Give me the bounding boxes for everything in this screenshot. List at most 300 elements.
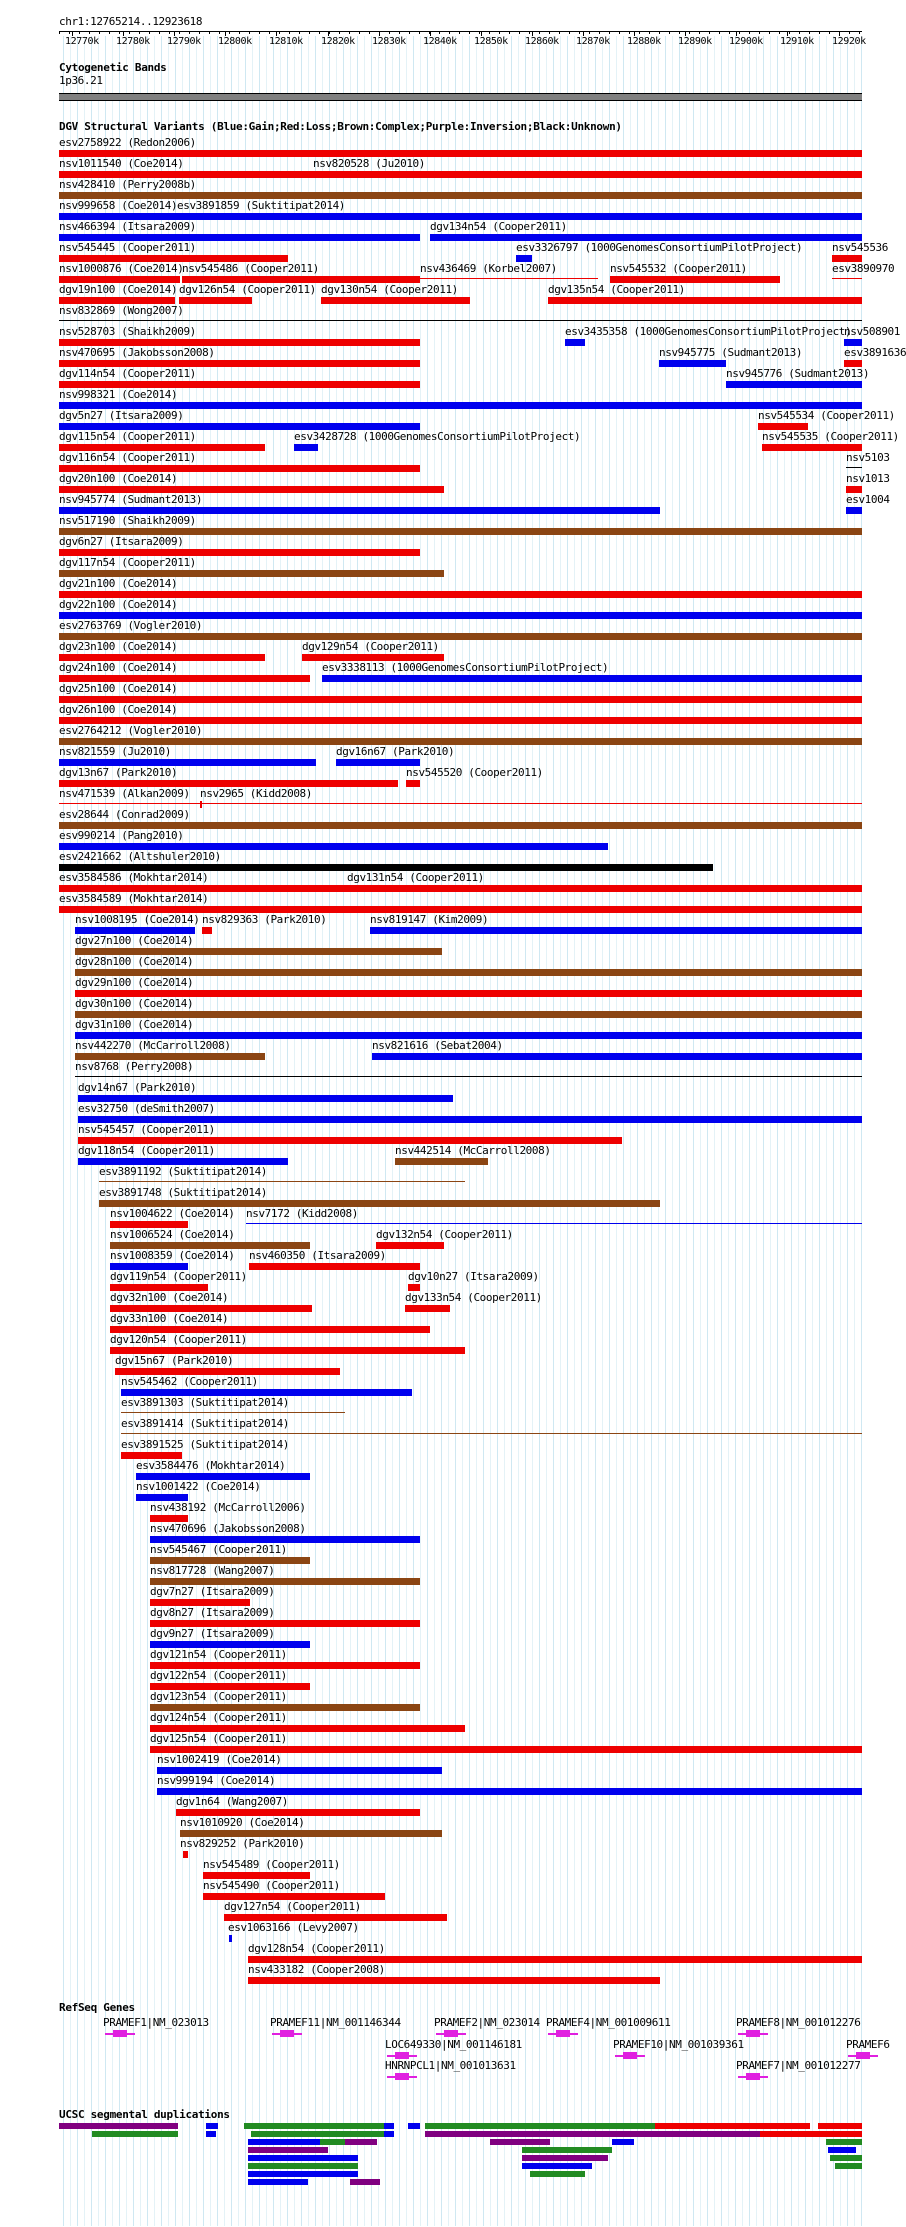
sv-label[interactable]: dgv130n54 (Cooper2011) bbox=[321, 283, 458, 296]
sv-bar[interactable] bbox=[150, 1599, 250, 1606]
segdup-block[interactable] bbox=[522, 2163, 592, 2169]
sv-bar[interactable] bbox=[846, 486, 862, 493]
segdup-block[interactable] bbox=[818, 2123, 862, 2129]
sv-label[interactable]: nsv999194 (Coe2014) bbox=[157, 1774, 276, 1787]
gene-label[interactable]: PRAMEF1|NM_023013 bbox=[103, 2016, 209, 2029]
sv-bar[interactable] bbox=[430, 234, 862, 241]
sv-bar[interactable] bbox=[59, 675, 310, 682]
sv-bar[interactable] bbox=[405, 1305, 450, 1312]
sv-bar[interactable] bbox=[370, 927, 862, 934]
sv-label[interactable]: dgv121n54 (Cooper2011) bbox=[150, 1648, 287, 1661]
sv-bar[interactable] bbox=[59, 864, 713, 871]
sv-bar[interactable] bbox=[75, 990, 862, 997]
gene-label[interactable]: PRAMEF7|NM_001012277 bbox=[736, 2059, 861, 2072]
sv-bar[interactable] bbox=[110, 1263, 188, 1270]
segdup-block[interactable] bbox=[206, 2123, 218, 2129]
sv-label[interactable]: nsv945776 (Sudmant2013) bbox=[726, 367, 870, 380]
sv-label[interactable]: dgv7n27 (Itsara2009) bbox=[150, 1585, 275, 1598]
sv-bar[interactable] bbox=[183, 1851, 188, 1858]
sv-bar[interactable] bbox=[844, 360, 862, 367]
sv-bar[interactable] bbox=[516, 255, 532, 262]
sv-label[interactable]: nsv545535 (Cooper2011) bbox=[762, 430, 899, 443]
sv-bar[interactable] bbox=[75, 927, 195, 934]
sv-bar[interactable] bbox=[59, 444, 265, 451]
segdup-block[interactable] bbox=[826, 2139, 862, 2145]
sv-label[interactable]: dgv21n100 (Coe2014) bbox=[59, 577, 178, 590]
sv-bar[interactable] bbox=[136, 1494, 188, 1501]
sv-label[interactable]: dgv5n27 (Itsara2009) bbox=[59, 409, 184, 422]
sv-label[interactable]: esv3584476 (Mokhtar2014) bbox=[136, 1459, 286, 1472]
sv-label[interactable]: dgv23n100 (Coe2014) bbox=[59, 640, 178, 653]
segdup-block[interactable] bbox=[248, 2147, 328, 2153]
sv-label[interactable]: dgv126n54 (Cooper2011) bbox=[179, 283, 316, 296]
sv-bar[interactable] bbox=[246, 278, 598, 279]
sv-label[interactable]: nsv470695 (Jakobsson2008) bbox=[59, 346, 215, 359]
sv-label[interactable]: nsv442514 (McCarroll2008) bbox=[395, 1144, 551, 1157]
sv-bar[interactable] bbox=[59, 255, 288, 262]
sv-bar[interactable] bbox=[59, 759, 316, 766]
segdup-block[interactable] bbox=[522, 2147, 612, 2153]
sv-bar[interactable] bbox=[110, 1284, 208, 1291]
sv-bar[interactable] bbox=[832, 278, 862, 279]
sv-label[interactable]: dgv27n100 (Coe2014) bbox=[75, 934, 194, 947]
segdup-block[interactable] bbox=[384, 2131, 394, 2137]
sv-label[interactable]: nsv470696 (Jakobsson2008) bbox=[150, 1522, 306, 1535]
sv-label[interactable]: esv3891414 (Suktitipat2014) bbox=[121, 1417, 290, 1430]
sv-bar[interactable] bbox=[59, 696, 862, 703]
sv-bar[interactable] bbox=[78, 1137, 622, 1144]
gene-exon[interactable] bbox=[746, 2030, 760, 2037]
gene-label[interactable]: PRAMEF4|NM_001009611 bbox=[546, 2016, 671, 2029]
sv-label[interactable]: esv1004 bbox=[846, 493, 890, 506]
sv-label[interactable]: nsv545490 (Cooper2011) bbox=[203, 1879, 340, 1892]
segdup-block[interactable] bbox=[251, 2131, 386, 2137]
sv-bar[interactable] bbox=[59, 234, 420, 241]
sv-bar[interactable] bbox=[59, 465, 420, 472]
sv-label[interactable]: esv3891859 (Suktitipat2014) bbox=[177, 199, 346, 212]
sv-label[interactable]: dgv14n67 (Park2010) bbox=[78, 1081, 197, 1094]
sv-bar[interactable] bbox=[548, 297, 862, 304]
sv-bar[interactable] bbox=[59, 486, 444, 493]
sv-label[interactable]: esv2764212 (Vogler2010) bbox=[59, 724, 203, 737]
segdup-block[interactable] bbox=[384, 2123, 394, 2129]
sv-bar[interactable] bbox=[75, 948, 442, 955]
sv-bar[interactable] bbox=[832, 255, 862, 262]
sv-bar[interactable] bbox=[150, 1725, 465, 1732]
sv-label[interactable]: nsv8768 (Perry2008) bbox=[75, 1060, 194, 1073]
sv-bar[interactable] bbox=[136, 1473, 310, 1480]
sv-label[interactable]: nsv545457 (Cooper2011) bbox=[78, 1123, 215, 1136]
sv-label[interactable]: esv2421662 (Altshuler2010) bbox=[59, 850, 221, 863]
sv-bar[interactable] bbox=[150, 1515, 188, 1522]
sv-label[interactable]: dgv1n64 (Wang2007) bbox=[176, 1795, 289, 1808]
sv-label[interactable]: dgv24n100 (Coe2014) bbox=[59, 661, 178, 674]
segdup-block[interactable] bbox=[830, 2155, 862, 2161]
sv-bar[interactable] bbox=[75, 1053, 265, 1060]
sv-label[interactable]: esv3891748 (Suktitipat2014) bbox=[99, 1186, 268, 1199]
sv-label[interactable]: esv990214 (Pang2010) bbox=[59, 829, 184, 842]
sv-bar[interactable] bbox=[395, 1158, 488, 1165]
sv-bar[interactable] bbox=[59, 780, 398, 787]
sv-label[interactable]: dgv135n54 (Cooper2011) bbox=[548, 283, 685, 296]
sv-label[interactable]: dgv124n54 (Cooper2011) bbox=[150, 1711, 287, 1724]
sv-bar[interactable] bbox=[59, 150, 862, 157]
sv-bar[interactable] bbox=[59, 633, 862, 640]
sv-label[interactable]: nsv471539 (Alkan2009) bbox=[59, 787, 190, 800]
sv-bar[interactable] bbox=[150, 1683, 310, 1690]
sv-bar[interactable] bbox=[115, 1368, 340, 1375]
sv-label[interactable]: nsv545445 (Cooper2011) bbox=[59, 241, 196, 254]
sv-label[interactable]: esv3891303 (Suktitipat2014) bbox=[121, 1396, 290, 1409]
sv-bar[interactable] bbox=[294, 444, 318, 451]
sv-label[interactable]: nsv517190 (Shaikh2009) bbox=[59, 514, 196, 527]
sv-bar[interactable] bbox=[59, 528, 862, 535]
sv-bar[interactable] bbox=[59, 276, 180, 283]
sv-bar[interactable] bbox=[150, 1746, 862, 1753]
sv-label[interactable]: nsv545486 (Cooper2011) bbox=[182, 262, 319, 275]
sv-label[interactable]: nsv832869 (Wong2007) bbox=[59, 304, 184, 317]
sv-label[interactable]: nsv829252 (Park2010) bbox=[180, 1837, 305, 1850]
gene-exon[interactable] bbox=[280, 2030, 294, 2037]
sv-label[interactable]: dgv30n100 (Coe2014) bbox=[75, 997, 194, 1010]
sv-bar[interactable] bbox=[121, 1412, 345, 1413]
sv-bar[interactable] bbox=[59, 507, 660, 514]
sv-bar[interactable] bbox=[150, 1620, 420, 1627]
sv-label[interactable]: esv28644 (Conrad2009) bbox=[59, 808, 190, 821]
sv-label[interactable]: dgv115n54 (Cooper2011) bbox=[59, 430, 196, 443]
sv-bar[interactable] bbox=[846, 507, 862, 514]
sv-bar[interactable] bbox=[321, 297, 470, 304]
sv-label[interactable]: nsv545489 (Cooper2011) bbox=[203, 1858, 340, 1871]
segdup-block[interactable] bbox=[59, 2123, 178, 2129]
sv-bar[interactable] bbox=[758, 423, 808, 430]
sv-bar[interactable] bbox=[179, 297, 252, 304]
sv-bar[interactable] bbox=[59, 612, 862, 619]
sv-bar[interactable] bbox=[75, 1011, 862, 1018]
sv-label[interactable]: nsv819147 (Kim2009) bbox=[370, 913, 489, 926]
sv-label[interactable]: nsv1002419 (Coe2014) bbox=[157, 1753, 282, 1766]
segdup-block[interactable] bbox=[248, 2171, 358, 2177]
segdup-block[interactable] bbox=[92, 2131, 178, 2137]
sv-label[interactable]: dgv26n100 (Coe2014) bbox=[59, 703, 178, 716]
segdup-block[interactable] bbox=[655, 2123, 810, 2129]
sv-bar[interactable] bbox=[203, 1872, 310, 1879]
gene-exon[interactable] bbox=[746, 2073, 760, 2080]
sv-label[interactable]: dgv15n67 (Park2010) bbox=[115, 1354, 234, 1367]
sv-label[interactable]: esv3428728 (1000GenomesConsortiumPilotProject) bbox=[294, 430, 581, 443]
sv-bar[interactable] bbox=[224, 1914, 447, 1921]
sv-bar[interactable] bbox=[59, 381, 420, 388]
sv-bar[interactable] bbox=[110, 1221, 188, 1228]
sv-bar[interactable] bbox=[302, 654, 444, 661]
sv-label[interactable]: nsv545462 (Cooper2011) bbox=[121, 1375, 258, 1388]
sv-label[interactable]: dgv125n54 (Cooper2011) bbox=[150, 1732, 287, 1745]
sv-label[interactable]: dgv28n100 (Coe2014) bbox=[75, 955, 194, 968]
sv-bar[interactable] bbox=[110, 1242, 310, 1249]
sv-label[interactable]: nsv998321 (Coe2014) bbox=[59, 388, 178, 401]
sv-bar[interactable] bbox=[59, 843, 608, 850]
sv-bar[interactable] bbox=[246, 1223, 862, 1224]
sv-label[interactable]: nsv945775 (Sudmant2013) bbox=[659, 346, 803, 359]
sv-label[interactable]: nsv1000876 (Coe2014) bbox=[59, 262, 184, 275]
sv-label[interactable]: dgv19n100 (Coe2014) bbox=[59, 283, 178, 296]
sv-label[interactable]: dgv8n27 (Itsara2009) bbox=[150, 1606, 275, 1619]
sv-label[interactable]: esv3584586 (Mokhtar2014) bbox=[59, 871, 209, 884]
gene-exon[interactable] bbox=[395, 2052, 409, 2059]
sv-label[interactable]: dgv132n54 (Cooper2011) bbox=[376, 1228, 513, 1241]
sv-label[interactable]: dgv133n54 (Cooper2011) bbox=[405, 1291, 542, 1304]
sv-bar[interactable] bbox=[248, 1956, 862, 1963]
sv-bar[interactable] bbox=[150, 1578, 420, 1585]
sv-bar[interactable] bbox=[150, 1557, 310, 1564]
sv-label[interactable]: esv3435358 (1000GenomesConsortiumPilotProject) bbox=[565, 325, 852, 338]
sv-bar[interactable] bbox=[150, 1536, 420, 1543]
sv-bar[interactable] bbox=[180, 1830, 442, 1837]
sv-label[interactable]: nsv466394 (Itsara2009) bbox=[59, 220, 196, 233]
sv-bar[interactable] bbox=[121, 1433, 862, 1434]
sv-bar[interactable] bbox=[177, 213, 862, 220]
sv-bar[interactable] bbox=[75, 969, 862, 976]
sv-label[interactable]: nsv460350 (Itsara2009) bbox=[249, 1249, 386, 1262]
sv-label[interactable]: dgv32n100 (Coe2014) bbox=[110, 1291, 229, 1304]
sv-label[interactable]: nsv820528 (Ju2010) bbox=[313, 157, 426, 170]
sv-label[interactable]: nsv1006524 (Coe2014) bbox=[110, 1228, 235, 1241]
segdup-block[interactable] bbox=[248, 2139, 320, 2145]
sv-label[interactable]: nsv1001422 (Coe2014) bbox=[136, 1480, 261, 1493]
sv-bar[interactable] bbox=[59, 402, 862, 409]
segdup-block[interactable] bbox=[350, 2179, 380, 2185]
sv-bar[interactable] bbox=[157, 1767, 442, 1774]
segdup-block[interactable] bbox=[530, 2171, 585, 2177]
sv-bar[interactable] bbox=[659, 360, 726, 367]
segdup-block[interactable] bbox=[244, 2123, 384, 2129]
sv-label[interactable]: nsv945774 (Sudmant2013) bbox=[59, 493, 203, 506]
sv-label[interactable]: esv32750 (deSmith2007) bbox=[78, 1102, 215, 1115]
sv-label[interactable]: esv3891192 (Suktitipat2014) bbox=[99, 1165, 268, 1178]
sv-bar[interactable] bbox=[202, 927, 212, 934]
sv-bar[interactable] bbox=[203, 1893, 385, 1900]
sv-bar[interactable] bbox=[59, 320, 862, 321]
sv-bar[interactable] bbox=[347, 885, 475, 892]
sv-label[interactable]: dgv128n54 (Cooper2011) bbox=[248, 1942, 385, 1955]
sv-bar[interactable] bbox=[200, 801, 202, 808]
sv-bar[interactable] bbox=[59, 738, 862, 745]
sv-bar[interactable] bbox=[59, 654, 265, 661]
sv-bar[interactable] bbox=[59, 906, 862, 913]
sv-bar[interactable] bbox=[121, 1389, 412, 1396]
sv-label[interactable]: dgv20n100 (Coe2014) bbox=[59, 472, 178, 485]
sv-label[interactable]: dgv119n54 (Cooper2011) bbox=[110, 1270, 247, 1283]
sv-label[interactable]: nsv821559 (Ju2010) bbox=[59, 745, 172, 758]
segdup-block[interactable] bbox=[248, 2155, 358, 2161]
sv-bar[interactable] bbox=[150, 1641, 310, 1648]
sv-bar[interactable] bbox=[726, 381, 862, 388]
segdup-block[interactable] bbox=[248, 2163, 358, 2169]
sv-bar[interactable] bbox=[59, 339, 420, 346]
segdup-block[interactable] bbox=[408, 2123, 420, 2129]
sv-bar[interactable] bbox=[59, 717, 862, 724]
cyto-band-bar[interactable] bbox=[59, 93, 862, 101]
gene-exon[interactable] bbox=[395, 2073, 409, 2080]
segdup-block[interactable] bbox=[612, 2139, 634, 2145]
sv-bar[interactable] bbox=[121, 1452, 182, 1459]
sv-bar[interactable] bbox=[59, 192, 862, 199]
sv-label[interactable]: esv3891525 (Suktitipat2014) bbox=[121, 1438, 290, 1451]
segdup-block[interactable] bbox=[522, 2155, 608, 2161]
sv-label[interactable]: dgv9n27 (Itsara2009) bbox=[150, 1627, 275, 1640]
sv-label[interactable]: dgv25n100 (Coe2014) bbox=[59, 682, 178, 695]
sv-label[interactable]: nsv545534 (Cooper2011) bbox=[758, 409, 895, 422]
sv-label[interactable]: nsv1008359 (Coe2014) bbox=[110, 1249, 235, 1262]
sv-bar[interactable] bbox=[59, 297, 175, 304]
sv-label[interactable]: nsv442270 (McCarroll2008) bbox=[75, 1039, 231, 1052]
segdup-block[interactable] bbox=[248, 2179, 308, 2185]
sv-label[interactable]: nsv428410 (Perry2008b) bbox=[59, 178, 196, 191]
sv-label[interactable]: dgv117n54 (Cooper2011) bbox=[59, 556, 196, 569]
sv-label[interactable]: esv3891636 bbox=[844, 346, 906, 359]
sv-bar[interactable] bbox=[249, 1263, 420, 1270]
sv-bar[interactable] bbox=[59, 549, 420, 556]
sv-label[interactable]: dgv33n100 (Coe2014) bbox=[110, 1312, 229, 1325]
gene-exon[interactable] bbox=[623, 2052, 637, 2059]
sv-bar[interactable] bbox=[406, 780, 420, 787]
sv-label[interactable]: dgv134n54 (Cooper2011) bbox=[430, 220, 567, 233]
sv-label[interactable]: nsv545520 (Cooper2011) bbox=[406, 766, 543, 779]
sv-bar[interactable] bbox=[59, 591, 862, 598]
sv-bar[interactable] bbox=[110, 1326, 430, 1333]
sv-bar[interactable] bbox=[846, 467, 862, 468]
sv-bar[interactable] bbox=[322, 675, 862, 682]
sv-label[interactable]: nsv821616 (Sebat2004) bbox=[372, 1039, 503, 1052]
sv-label[interactable]: nsv545532 (Cooper2011) bbox=[610, 262, 747, 275]
gene-exon[interactable] bbox=[113, 2030, 127, 2037]
gene-label[interactable]: LOC649330|NM_001146181 bbox=[385, 2038, 522, 2051]
sv-bar[interactable] bbox=[59, 423, 420, 430]
gene-exon[interactable] bbox=[444, 2030, 458, 2037]
gene-label[interactable]: PRAMEF10|NM_001039361 bbox=[613, 2038, 744, 2051]
sv-label[interactable]: dgv22n100 (Coe2014) bbox=[59, 598, 178, 611]
segdup-block[interactable] bbox=[206, 2131, 216, 2137]
gene-label[interactable]: PRAMEF11|NM_001146344 bbox=[270, 2016, 401, 2029]
segdup-block[interactable] bbox=[425, 2131, 760, 2137]
sv-label[interactable]: nsv2965 (Kidd2008) bbox=[200, 787, 313, 800]
sv-bar[interactable] bbox=[78, 1116, 862, 1123]
sv-bar[interactable] bbox=[313, 171, 862, 178]
sv-label[interactable]: nsv5103 bbox=[846, 451, 890, 464]
sv-label[interactable]: nsv829363 (Park2010) bbox=[202, 913, 327, 926]
sv-label[interactable]: esv3890970 bbox=[832, 262, 895, 275]
sv-bar[interactable] bbox=[59, 803, 862, 804]
sv-label[interactable]: nsv508901 bbox=[844, 325, 901, 338]
sv-label[interactable]: nsv1011540 (Coe2014) bbox=[59, 157, 184, 170]
sv-label[interactable]: esv3584589 (Mokhtar2014) bbox=[59, 892, 209, 905]
sv-label[interactable]: nsv528703 (Shaikh2009) bbox=[59, 325, 196, 338]
sv-bar[interactable] bbox=[99, 1181, 465, 1182]
sv-label[interactable]: dgv13n67 (Park2010) bbox=[59, 766, 178, 779]
segdup-block[interactable] bbox=[760, 2131, 862, 2137]
sv-label[interactable]: dgv116n54 (Cooper2011) bbox=[59, 451, 196, 464]
sv-label[interactable]: nsv1013 bbox=[846, 472, 890, 485]
sv-bar[interactable] bbox=[75, 1076, 862, 1077]
sv-bar[interactable] bbox=[248, 1977, 660, 1984]
sv-bar[interactable] bbox=[610, 276, 780, 283]
sv-label[interactable]: esv1063166 (Levy2007) bbox=[228, 1921, 359, 1934]
sv-label[interactable]: dgv16n67 (Park2010) bbox=[336, 745, 455, 758]
sv-label[interactable]: esv2758922 (Redon2006) bbox=[59, 136, 196, 149]
sv-bar[interactable] bbox=[157, 1788, 862, 1795]
sv-label[interactable]: esv3338113 (1000GenomesConsortiumPilotProject) bbox=[322, 661, 609, 674]
sv-bar[interactable] bbox=[372, 1053, 862, 1060]
sv-label[interactable]: nsv817728 (Wang2007) bbox=[150, 1564, 275, 1577]
sv-bar[interactable] bbox=[229, 1935, 232, 1942]
sv-label[interactable]: nsv436469 (Korbel2007) bbox=[420, 262, 557, 275]
sv-label[interactable]: nsv999658 (Coe2014) bbox=[59, 199, 178, 212]
segdup-block[interactable] bbox=[828, 2147, 856, 2153]
sv-label[interactable]: nsv545467 (Cooper2011) bbox=[150, 1543, 287, 1556]
sv-label[interactable]: nsv7172 (Kidd2008) bbox=[246, 1207, 359, 1220]
sv-label[interactable]: esv3326797 (1000GenomesConsortiumPilotProject) bbox=[516, 241, 803, 254]
sv-label[interactable]: dgv122n54 (Cooper2011) bbox=[150, 1669, 287, 1682]
sv-bar[interactable] bbox=[59, 822, 862, 829]
gene-label[interactable]: HNRNPCL1|NM_001013631 bbox=[385, 2059, 516, 2072]
sv-label[interactable]: nsv1008195 (Coe2014) bbox=[75, 913, 200, 926]
sv-bar[interactable] bbox=[59, 570, 444, 577]
gene-label[interactable]: PRAMEF6 bbox=[846, 2038, 890, 2051]
sv-bar[interactable] bbox=[565, 339, 585, 346]
sv-label[interactable]: dgv120n54 (Cooper2011) bbox=[110, 1333, 247, 1346]
segdup-block[interactable] bbox=[320, 2139, 345, 2145]
sv-bar[interactable] bbox=[176, 1809, 420, 1816]
sv-label[interactable]: dgv127n54 (Cooper2011) bbox=[224, 1900, 361, 1913]
sv-bar[interactable] bbox=[336, 759, 420, 766]
sv-label[interactable]: dgv118n54 (Cooper2011) bbox=[78, 1144, 215, 1157]
sv-label[interactable]: dgv131n54 (Cooper2011) bbox=[347, 871, 484, 884]
sv-label[interactable]: dgv31n100 (Coe2014) bbox=[75, 1018, 194, 1031]
segdup-block[interactable] bbox=[345, 2139, 377, 2145]
sv-bar[interactable] bbox=[110, 1347, 465, 1354]
sv-bar[interactable] bbox=[844, 339, 862, 346]
gene-exon[interactable] bbox=[856, 2052, 870, 2059]
sv-bar[interactable] bbox=[150, 1662, 420, 1669]
sv-label[interactable]: dgv114n54 (Cooper2011) bbox=[59, 367, 196, 380]
sv-label[interactable]: nsv433182 (Cooper2008) bbox=[248, 1963, 385, 1976]
sv-bar[interactable] bbox=[376, 1242, 444, 1249]
sv-bar[interactable] bbox=[78, 1158, 288, 1165]
sv-label[interactable]: dgv6n27 (Itsara2009) bbox=[59, 535, 184, 548]
sv-label[interactable]: dgv10n27 (Itsara2009) bbox=[408, 1270, 539, 1283]
sv-label[interactable]: nsv1004622 (Coe2014) bbox=[110, 1207, 235, 1220]
sv-label[interactable]: dgv123n54 (Cooper2011) bbox=[150, 1690, 287, 1703]
sv-bar[interactable] bbox=[75, 1032, 862, 1039]
segdup-block[interactable] bbox=[835, 2163, 862, 2169]
sv-label[interactable]: nsv545536 bbox=[832, 241, 889, 254]
gene-exon[interactable] bbox=[556, 2030, 570, 2037]
gene-label[interactable]: PRAMEF8|NM_001012276 bbox=[736, 2016, 861, 2029]
sv-bar[interactable] bbox=[59, 360, 420, 367]
sv-label[interactable]: dgv129n54 (Cooper2011) bbox=[302, 640, 439, 653]
sv-label[interactable]: dgv29n100 (Coe2014) bbox=[75, 976, 194, 989]
segdup-block[interactable] bbox=[490, 2139, 550, 2145]
sv-label[interactable]: nsv438192 (McCarroll2006) bbox=[150, 1501, 306, 1514]
gene-label[interactable]: PRAMEF2|NM_023014 bbox=[434, 2016, 540, 2029]
sv-label[interactable]: esv2763769 (Vogler2010) bbox=[59, 619, 203, 632]
sv-bar[interactable] bbox=[150, 1704, 420, 1711]
sv-bar[interactable] bbox=[408, 1284, 420, 1291]
sv-label[interactable]: nsv1010920 (Coe2014) bbox=[180, 1816, 305, 1829]
segdup-block[interactable] bbox=[425, 2123, 655, 2129]
sv-bar[interactable] bbox=[99, 1200, 660, 1207]
sv-bar[interactable] bbox=[762, 444, 862, 451]
